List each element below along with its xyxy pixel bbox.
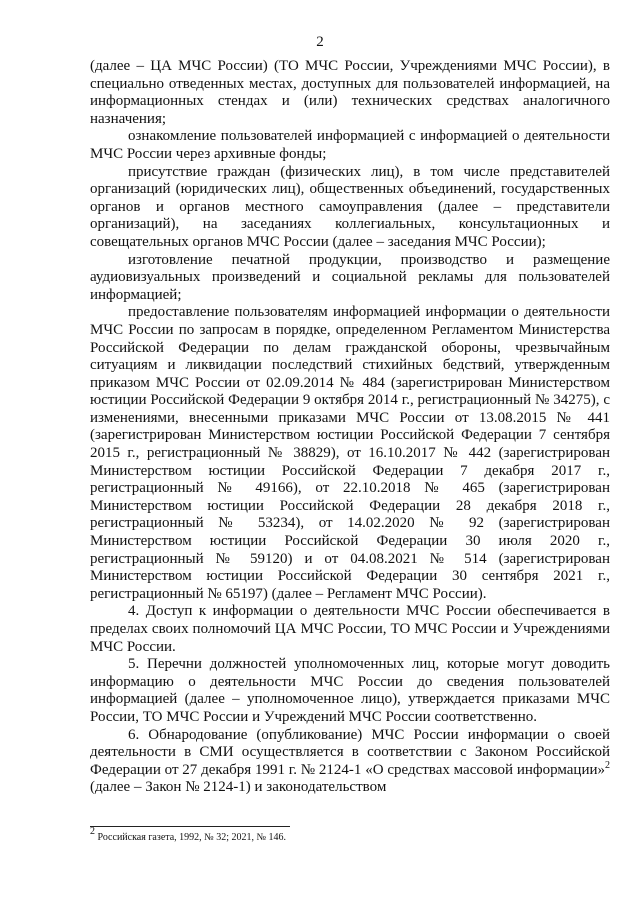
footnote-reference[interactable]: 2 xyxy=(605,759,610,771)
page-number: 2 xyxy=(316,34,324,50)
paragraph-6-publication xyxy=(90,727,610,797)
paragraph-print-production: изготовление печатной продукции, производство и размещение аудиовизуальных произведений и социальной рекламы для пользователей информацией; xyxy=(90,251,610,303)
paragraph-continuation: (далее – ЦА МЧС России) (ТО МЧС России, Учреждениями МЧС России), в специально отведенных местах, доступных для пользователей информацией, на информационных стендах и (или) технических средствах аналогичного назначения; xyxy=(90,58,610,127)
paragraph-4-access: 4. Доступ к информации о деятельности МЧС России обеспечивается в пределах своих полномочий ЦА МЧС России, ТО МЧС России и Учреждениями МЧС России. xyxy=(90,603,610,655)
paragraph-attendance: присутствие граждан (физических лиц), в том числе представителей организаций (юридических лиц), общественных объединений, государственных органов и органов местного самоуправления (далее – представители организаций), на заседаниях коллегиальных, консультационных и совещательных органов МЧС России (далее – заседания МЧС России); xyxy=(90,163,610,250)
paragraph-6-text-end: (далее – Закон № 2124-1) и законодательством xyxy=(90,779,387,796)
footnote xyxy=(90,826,610,844)
paragraph-6-text: 6. Обнародование (опубликование) МЧС России информации о своей деятельности в СМИ осуществляется в соответствии с Законом Российской Федерации от 27 декабря 1991 г. № 2124-1 «О средствах массовой информации» xyxy=(90,726,610,778)
document-body xyxy=(90,58,610,797)
paragraph-requests-regulation: предоставление пользователям информацией информации о деятельности МЧС России по запросам в порядке, определенном Регламентом Министерства Российской Федерации по делам гражданской обороны, чрезвычайным ситуациям и ликвидации последствий стихийных бедствий, утвержденным приказом МЧС России от 02.09.2014 № 484 (зарегистрирован Министерством юстиции Российской Федерации 9 октября 2014 г., регистрационный № 34275), с изменениями, внесенными приказами МЧС России от 13.08.2015 № 441 (зарегистрирован Министерством юстиции Российской Федерации 7 сентября 2015 г., регистрационный № 38829), от 16.10.2017 № 442 (зарегистрирован Министерством юстиции Российской Федерации 7 декабря 2017 г., регистрационный № 49166), от 22.10.2018 № 465 (зарегистрирован Министерством юстиции Российской Федерации 28 декабря 2018 г., регистрационный № 53234), от 14.02.2020 № 92 (зарегистрирован Министерством юстиции Российской Федерации 30 июля 2020 г., регистрационный № 59120) и от 04.08.2021 № 514 (зарегистрирован Министерством юстиции Российской Федерации 30 сентября 2021 г., регистрационный № 65197) (далее – Регламент МЧС России). xyxy=(90,304,610,602)
footnote-divider xyxy=(90,826,290,827)
footnote-text: Российская газета, 1992, № 32; 2021, № 146. xyxy=(95,832,287,843)
footnote-marker: 2 xyxy=(90,826,95,837)
paragraph-archive-funds: ознакомление пользователей информацией с информацией о деятельности МЧС России через архивные фонды; xyxy=(90,128,610,162)
paragraph-5-authorized-persons: 5. Перечни должностей уполномоченных лиц, которые могут доводить информацию о деятельности МЧС России до сведения пользователей информацией (далее – уполномоченное лицо), утверждается приказами МЧС России, ТО МЧС России и Учреждений МЧС России соответственно. xyxy=(90,656,610,725)
